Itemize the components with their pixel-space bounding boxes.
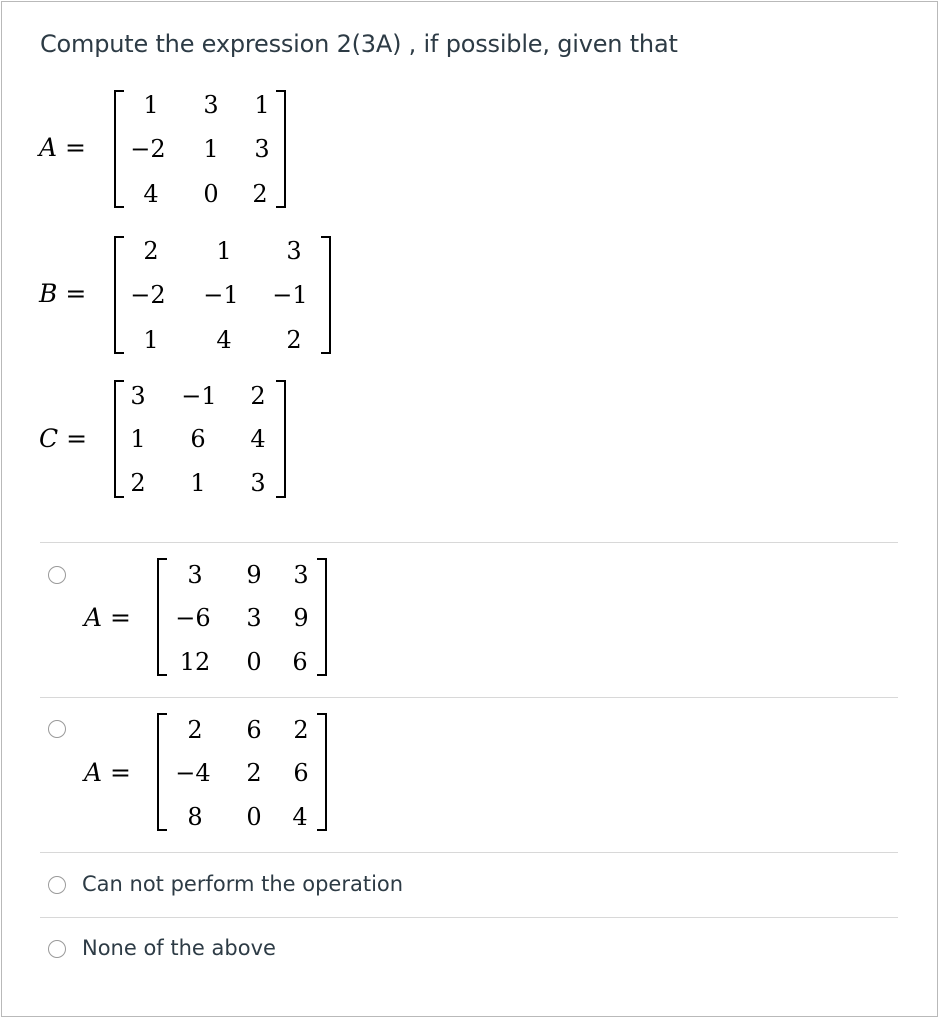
matrix-cell: 2 (143, 237, 159, 265)
matrix-cell: −1 (181, 382, 217, 410)
matrix-cell: 3 (254, 135, 270, 163)
option-1-label: A (84, 603, 103, 632)
matrix-cell: 4 (216, 326, 232, 354)
option-3-text[interactable]: Can not perform the operation (82, 872, 404, 896)
matrix-cell: −1 (272, 281, 308, 309)
matrix-cell: 6 (246, 716, 262, 744)
divider (40, 917, 898, 918)
matrix-cell: 1 (130, 425, 146, 453)
matrix-cell: −4 (175, 759, 211, 787)
matrix-cell: 3 (293, 561, 309, 589)
matrix-cell: 2 (130, 469, 146, 497)
divider (40, 542, 898, 543)
matrix-cell: 2 (286, 326, 302, 354)
matrix-cell: 9 (246, 561, 262, 589)
matrix-cell: −1 (203, 281, 239, 309)
matrix-cell: −2 (130, 135, 166, 163)
radio-button[interactable] (48, 566, 66, 584)
matrix-c (114, 380, 286, 498)
matrix-cell: 4 (143, 180, 159, 208)
equals-sign: = (110, 758, 131, 787)
radio-button[interactable] (48, 876, 66, 894)
matrix-cell: 6 (292, 648, 308, 676)
matrix-cell: 3 (246, 604, 262, 632)
matrix-b (114, 236, 331, 354)
divider (40, 852, 898, 853)
divider (40, 697, 898, 698)
matrix-cell: 2 (246, 759, 262, 787)
matrix-a-label: A (39, 133, 58, 162)
equals-sign: = (65, 279, 87, 308)
matrix-cell: 2 (252, 180, 268, 208)
equals-sign: = (110, 603, 131, 632)
question-text: Compute the expression 2(3A) , if possible, given that (40, 30, 678, 58)
matrix-cell: 0 (246, 648, 262, 676)
option-2-matrix (157, 713, 327, 831)
matrix-cell: 3 (203, 91, 219, 119)
question-card (1, 1, 938, 1017)
matrix-cell: 6 (190, 425, 206, 453)
matrix-cell: 0 (203, 180, 219, 208)
radio-button[interactable] (48, 940, 66, 958)
option-1-matrix (157, 558, 327, 676)
matrix-cell: 3 (250, 469, 266, 497)
matrix-cell: 9 (293, 604, 309, 632)
matrix-cell: 0 (246, 803, 262, 831)
matrix-cell: 3 (286, 237, 302, 265)
matrix-cell: 2 (187, 716, 203, 744)
matrix-cell: 4 (292, 803, 308, 831)
option-4-text[interactable]: None of the above (82, 936, 276, 960)
matrix-cell: 8 (187, 803, 203, 831)
matrix-cell: 1 (143, 91, 159, 119)
matrix-cell: 2 (293, 716, 309, 744)
matrix-c-label: C (39, 424, 59, 453)
equals-sign: = (65, 133, 86, 162)
matrix-cell: −2 (130, 281, 166, 309)
matrix-cell: 3 (130, 382, 146, 410)
matrix-cell: 2 (250, 382, 266, 410)
matrix-a (114, 90, 286, 208)
matrix-cell: 1 (203, 135, 219, 163)
matrix-cell: 1 (254, 91, 270, 119)
radio-button[interactable] (48, 720, 66, 738)
matrix-b-label: B (39, 279, 58, 308)
matrix-cell: 12 (179, 648, 211, 676)
matrix-cell: 3 (187, 561, 203, 589)
matrix-cell: 4 (250, 425, 266, 453)
matrix-cell: 1 (143, 326, 159, 354)
equals-sign: = (66, 424, 88, 453)
matrix-cell: −6 (175, 604, 211, 632)
matrix-cell: 1 (216, 237, 232, 265)
matrix-cell: 6 (293, 759, 309, 787)
option-2-label: A (84, 758, 103, 787)
matrix-cell: 1 (190, 469, 206, 497)
